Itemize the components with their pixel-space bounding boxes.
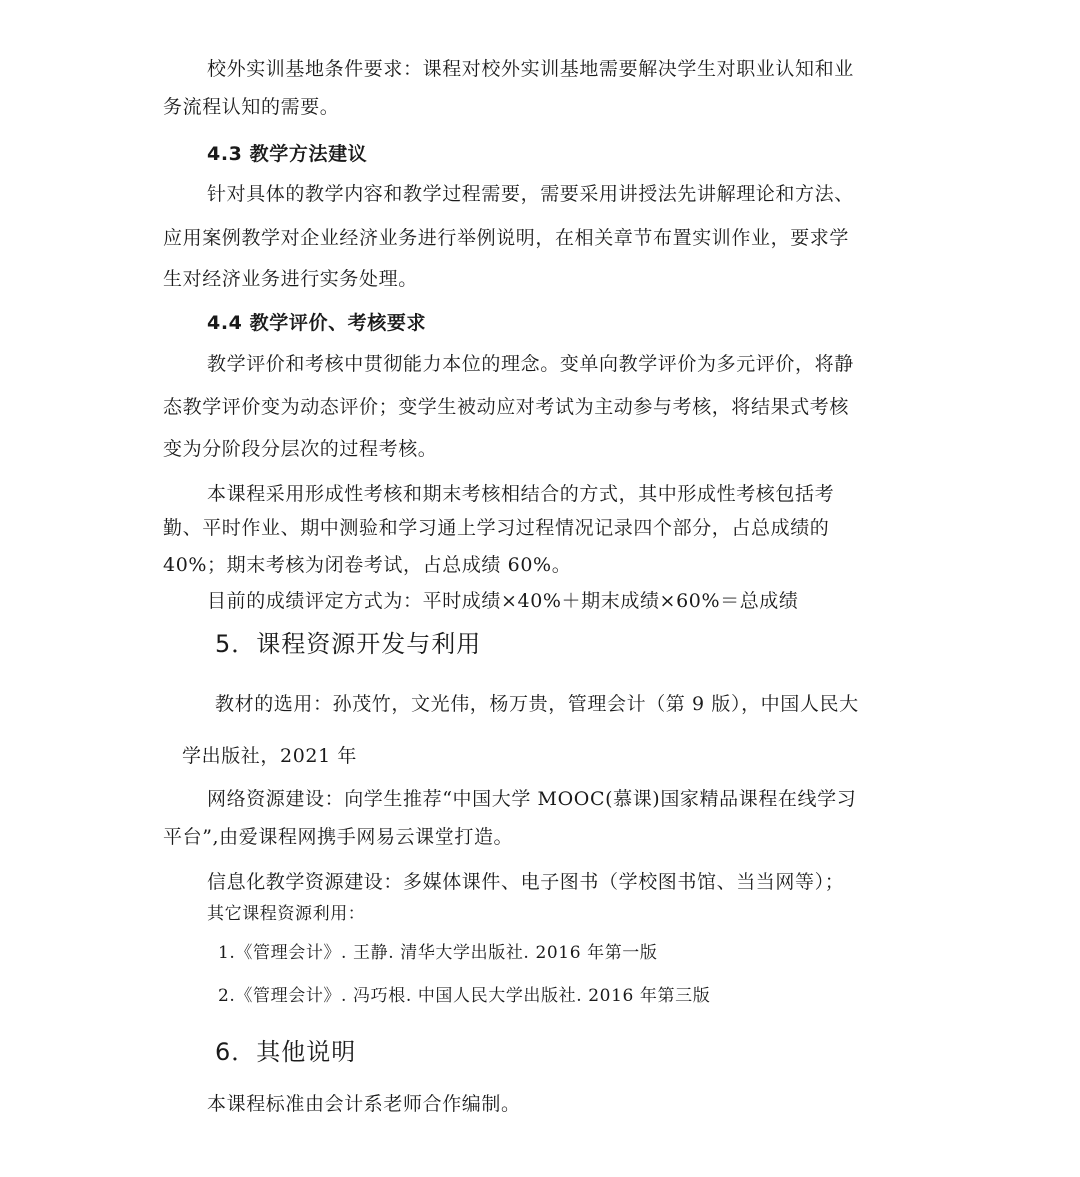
paragraph-line: 平台”,由爱课程网携手网易云课堂打造。: [163, 826, 514, 848]
paragraph-line: 目前的成绩评定方式为：平时成绩×40%＋期末成绩×60%＝总成绩: [207, 590, 799, 612]
section-heading-5: 5．课程资源开发与利用: [215, 630, 482, 658]
paragraph-line: 针对具体的教学内容和教学过程需要，需要采用讲授法先讲解理论和方法、: [207, 183, 854, 205]
paragraph-line: 40%；期末考核为闭卷考试，占总成绩 60%。: [163, 554, 572, 576]
paragraph-line: 生对经济业务进行实务处理。: [163, 268, 418, 290]
paragraph-line: 勤、平时作业、期中测验和学习通上学习过程情况记录四个部分，占总成绩的: [163, 517, 830, 539]
section-heading-6: 6．其他说明: [215, 1038, 357, 1066]
section-heading-4-4: 4.4 教学评价、考核要求: [207, 312, 427, 334]
section-heading-4-3: 4.3 教学方法建议: [207, 143, 368, 165]
paragraph-line: 态教学评价变为动态评价；变学生被动应对考试为主动参与考核，将结果式考核: [163, 396, 850, 418]
paragraph-line: 本课程采用形成性考核和期末考核相结合的方式，其中形成性考核包括考: [207, 483, 835, 505]
paragraph-line: 教学评价和考核中贯彻能力本位的理念。变单向教学评价为多元评价，将静: [207, 353, 854, 375]
paragraph-line: 本课程标准由会计系老师合作编制。: [207, 1093, 521, 1115]
paragraph-line: 网络资源建设：向学生推荐“中国大学 MOOC(慕课)国家精品课程在线学习: [207, 788, 857, 810]
reference-item: 1.《管理会计》. 王静. 清华大学出版社. 2016 年第一版: [218, 943, 658, 963]
paragraph-line: 学出版社，2021 年: [182, 745, 357, 767]
paragraph-line: 教材的选用：孙茂竹，文光伟，杨万贵，管理会计（第 9 版），中国人民大: [215, 693, 859, 715]
paragraph-line: 务流程认知的需要。: [163, 96, 340, 118]
paragraph-line: 其它课程资源利用：: [207, 904, 366, 924]
reference-item: 2.《管理会计》. 冯巧根. 中国人民大学出版社. 2016 年第三版: [218, 986, 711, 1006]
paragraph-line: 变为分阶段分层次的过程考核。: [163, 438, 438, 460]
paragraph-line: 应用案例教学对企业经济业务进行举例说明，在相关章节布置实训作业，要求学: [163, 227, 850, 249]
paragraph-line: 信息化教学资源建设：多媒体课件、电子图书（学校图书馆、当当网等）；: [207, 871, 845, 893]
paragraph-line: 校外实训基地条件要求：课程对校外实训基地需要解决学生对职业认知和业: [207, 58, 854, 80]
